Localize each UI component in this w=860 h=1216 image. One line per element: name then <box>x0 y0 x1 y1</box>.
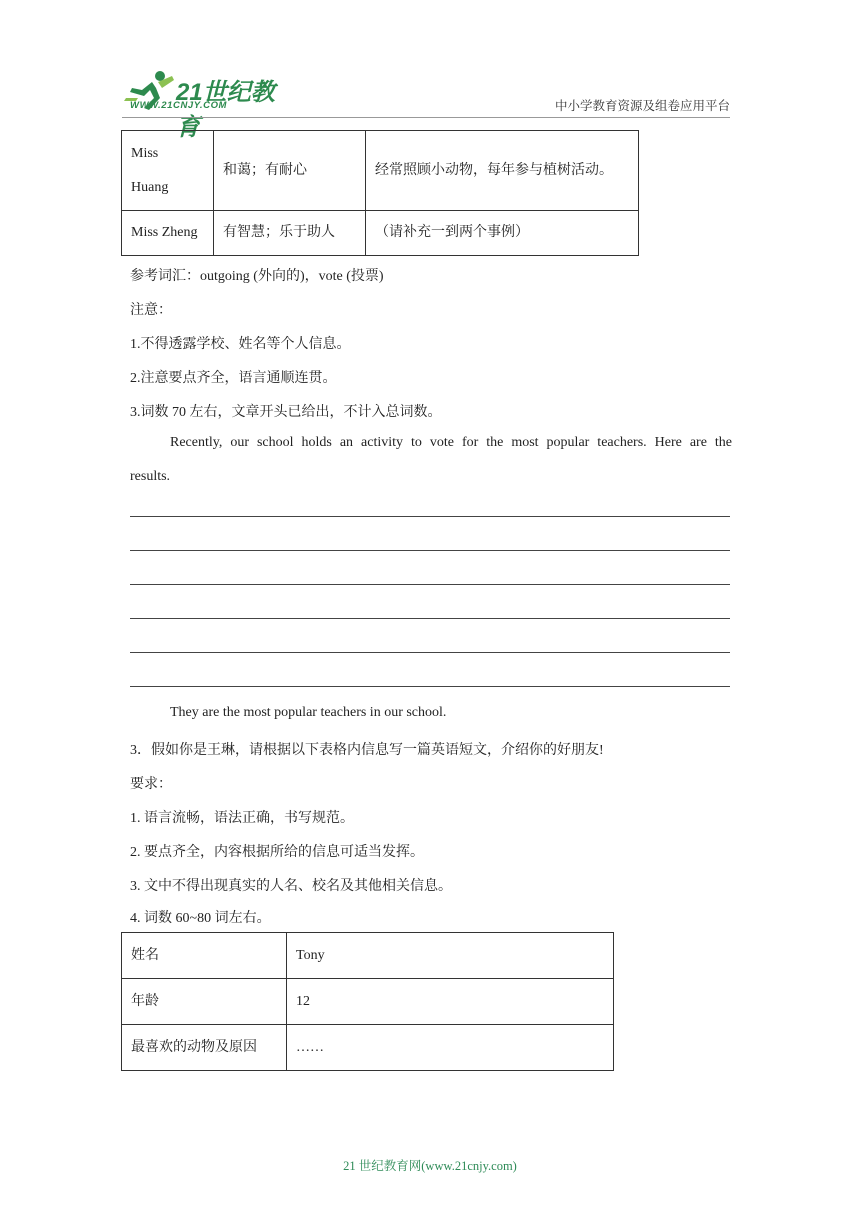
table-row <box>122 131 639 211</box>
attention-label: 注意： <box>130 303 172 318</box>
header-platform-text: 中小学教育资源及组卷应用平台 <box>554 99 730 113</box>
writing-line <box>130 550 730 551</box>
requirement-item: 1. 语言流畅，语法正确，书写规范。 <box>130 811 354 826</box>
brand-logo <box>122 68 292 141</box>
table-row <box>122 211 639 256</box>
field-label: 最喜欢的动物及原因 <box>122 1025 287 1071</box>
requirements-label: 要求： <box>130 777 172 792</box>
table-row <box>122 933 614 979</box>
field-value: …… <box>287 1025 614 1071</box>
note-item: 2.注意要点齐全，语言通顺连贯。 <box>130 371 337 386</box>
logo-url: WWW.21CNJY.COM <box>130 100 228 111</box>
essay-opening-cont: results. <box>130 469 171 484</box>
requirement-item: 3. 文中不得出现真实的人名、校名及其他相关信息。 <box>130 879 452 894</box>
table-row <box>122 979 614 1025</box>
field-label: 年龄 <box>122 979 287 1025</box>
teacher-name: Miss <box>131 145 159 161</box>
writing-line <box>130 584 730 585</box>
writing-line <box>130 516 730 517</box>
note-item: 1.不得透露学校、姓名等个人信息。 <box>130 337 351 352</box>
essay-closing: They are the most popular teachers in our school. <box>170 705 447 720</box>
header-divider <box>122 117 730 118</box>
logo-text: 21世纪教育 <box>176 79 275 141</box>
requirement-item: 4. 词数 60~80 词左右。 <box>130 911 271 926</box>
field-value: 12 <box>287 979 614 1025</box>
field-label: 姓名 <box>122 933 287 979</box>
question-prompt: 3．假如你是王琳，请根据以下表格内信息写一篇英语短文，介绍你的好朋友! <box>130 743 604 758</box>
teacher-trait-cell: 和蔼；有耐心 <box>214 131 366 211</box>
page-header <box>0 0 860 141</box>
table-row <box>122 1025 614 1071</box>
teacher-example-cell: （请补充一到两个事例） <box>366 211 639 256</box>
page-footer: 21 世纪教育网(www.21cnjy.com) <box>343 1159 517 1173</box>
teacher-name-cell: Miss Zheng <box>122 211 214 256</box>
writing-line <box>130 618 730 619</box>
friend-info-table <box>121 932 614 1071</box>
teacher-name-cell <box>122 131 214 211</box>
requirement-item: 2. 要点齐全，内容根据所给的信息可适当发挥。 <box>130 845 424 860</box>
vocab-hint: 参考词汇：outgoing (外向的)，vote (投票) <box>130 269 384 284</box>
teacher-name: Huang <box>131 179 169 195</box>
writing-line <box>130 652 730 653</box>
writing-line <box>130 686 730 687</box>
teacher-example-cell: 经常照顾小动物，每年参与植树活动。 <box>366 131 639 211</box>
note-item: 3.词数 70 左右，文章开头已给出，不计入总词数。 <box>130 405 442 420</box>
field-value: Tony <box>287 933 614 979</box>
teacher-info-table <box>121 130 639 256</box>
essay-opening: Recently, our school holds an activity to vote for the most popular teachers. Here are the <box>170 435 732 450</box>
teacher-trait-cell: 有智慧；乐于助人 <box>214 211 366 256</box>
